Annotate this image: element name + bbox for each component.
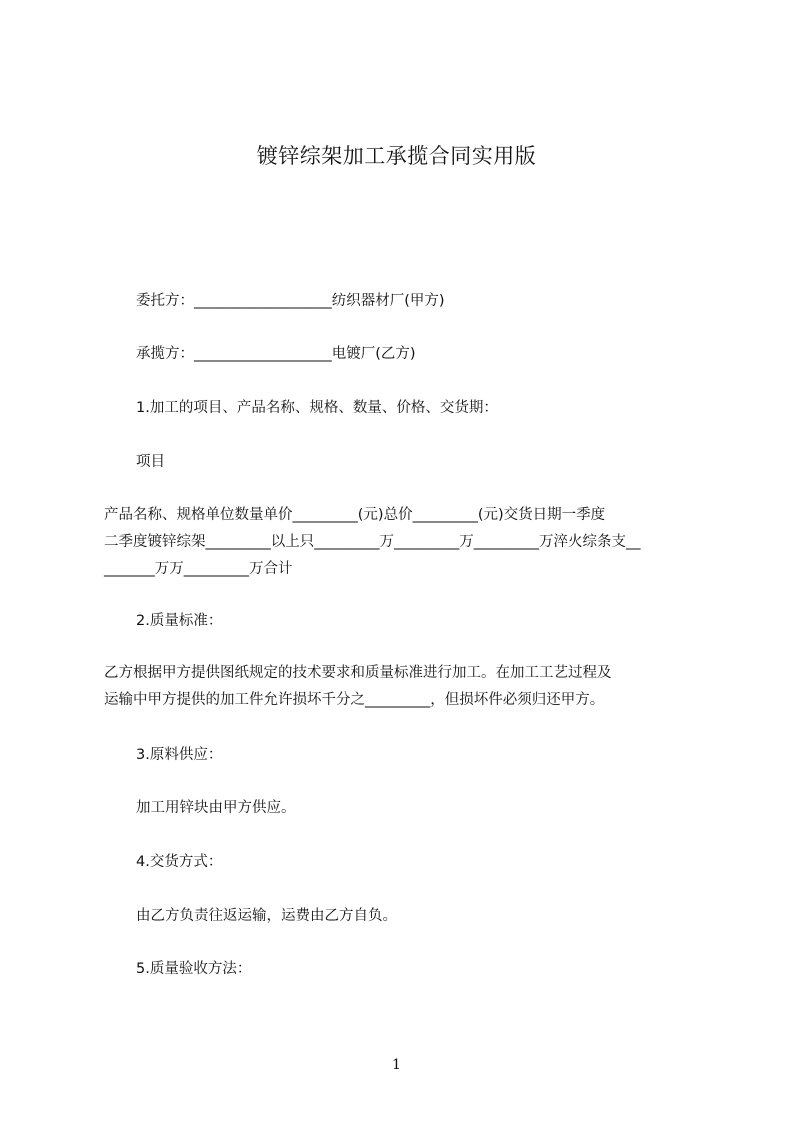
- quality-line-2: 运输中甲方提供的加工件允许损坏千分之_________，但损坏件必须归还甲方。: [104, 692, 605, 708]
- client-line: 委托方：___________________纺织器材厂(甲方): [136, 293, 445, 309]
- section-1-heading: 1.加工的项目、产品名称、规格、数量、价格、交货期：: [136, 400, 498, 416]
- product-paragraph: [104, 502, 704, 583]
- contractor-line: 承揽方：___________________电镀厂(乙方): [136, 346, 416, 362]
- page-number: 1: [392, 1057, 401, 1073]
- quality-line-1: 乙方根据甲方提供图纸规定的技术要求和质量标准进行加工。在加工工艺过程及: [104, 665, 612, 681]
- quality-paragraph: [104, 660, 704, 714]
- product-line-2: 二季度镀锌综架_________以上只_________万_________万_________万淬火综条支__: [104, 534, 641, 550]
- section-3-heading: 3.原料供应：: [136, 747, 223, 763]
- supply-text: 加工用锌块由甲方供应。: [136, 800, 296, 816]
- section-5-heading: 5.质量验收方法：: [136, 961, 252, 977]
- document-title: 镀锌综架加工承揽合同实用版: [256, 144, 537, 168]
- section-4-heading: 4.交货方式：: [136, 854, 223, 870]
- product-line-3: _______万万_________万合计: [104, 561, 293, 577]
- delivery-text: 由乙方负责往返运输，运费由乙方自负。: [136, 908, 397, 924]
- product-line-1: 产品名称、规格单位数量单价_________(元)总价_________(元)交货日期一季度: [104, 507, 606, 523]
- item-label: 项目: [136, 454, 165, 470]
- section-2-heading: 2.质量标准：: [136, 613, 223, 629]
